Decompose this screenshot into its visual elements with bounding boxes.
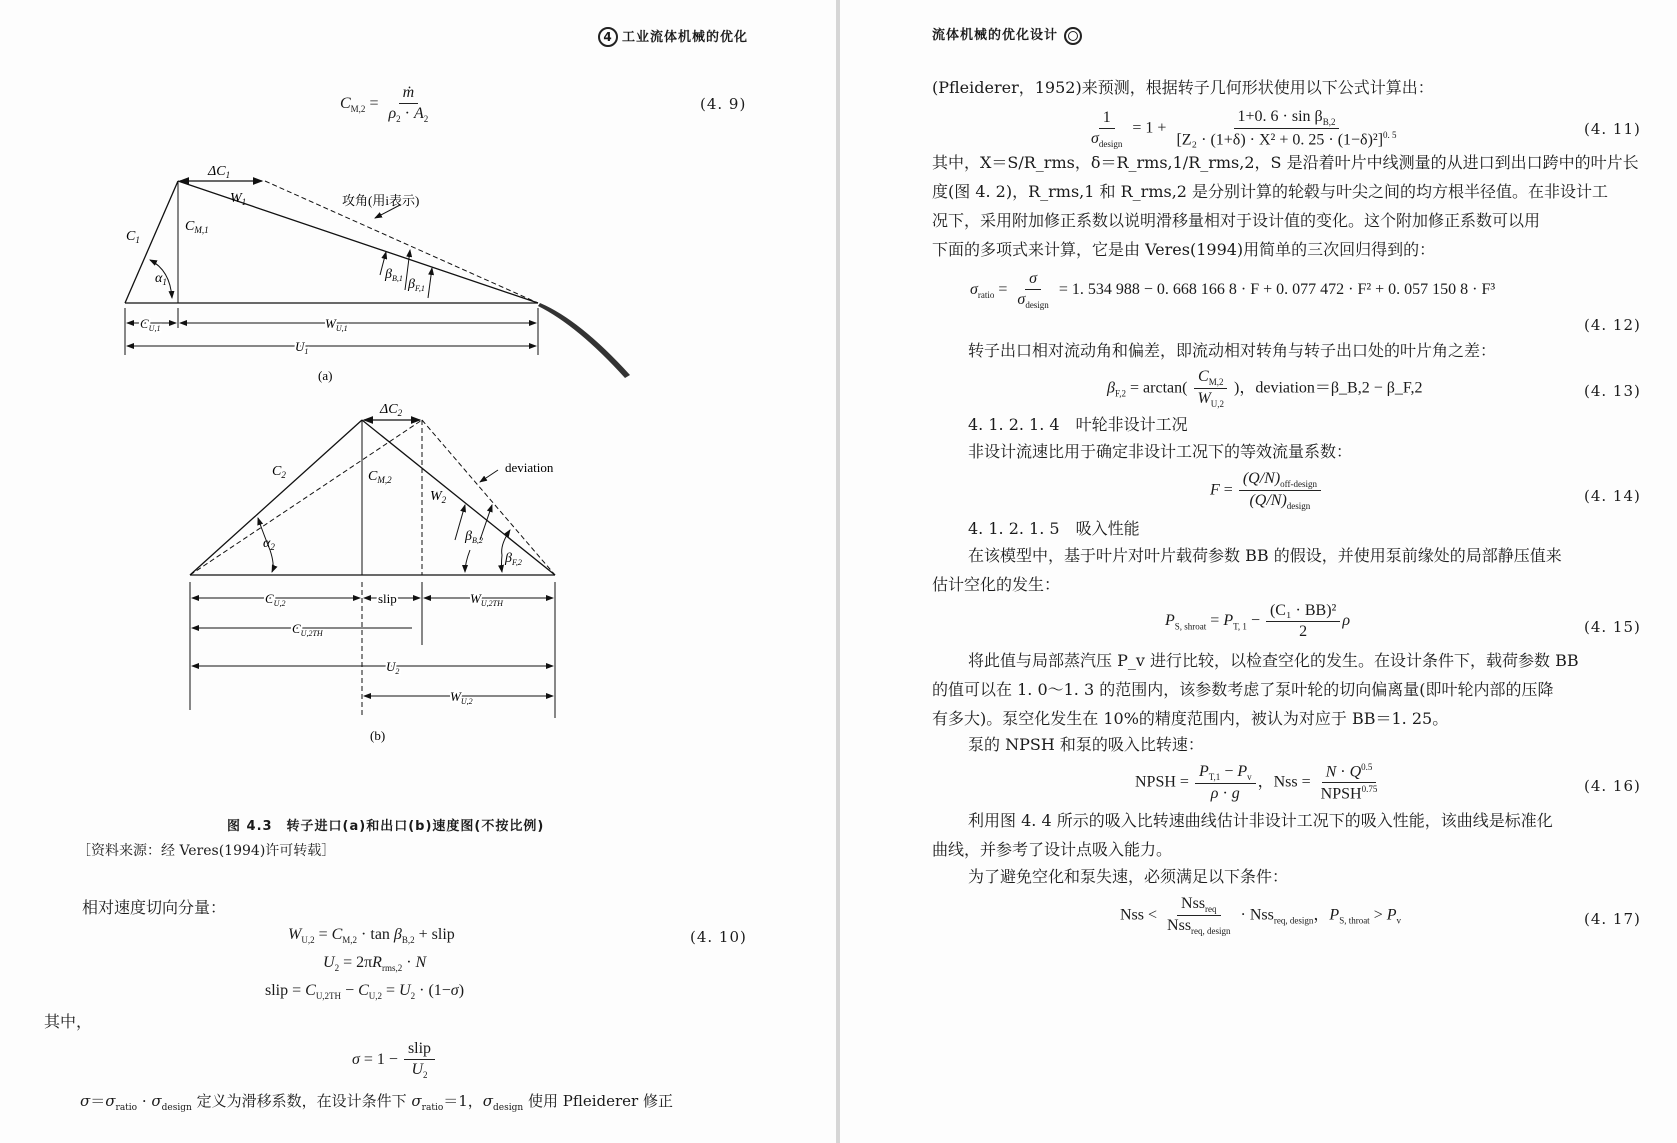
paragraph: 为了避免空化和泵失速，必须满足以下条件： (968, 867, 1289, 886)
svg-text:ΔC1: $\Delta C_1$ (208, 164, 231, 180)
running-header-right (932, 24, 1082, 45)
equation-number: (4. 12) (1584, 316, 1641, 334)
header-title: 流体机械的优化设计 (932, 28, 1059, 43)
section-heading-4-1-2-1-5: 4. 1. 2. 1. 5 吸入性能 (968, 519, 1140, 538)
paragraph: 在该模型中，基于叶片对叶片载荷参数 BB 的假设，并使用泵前缘处的局部静压值来 估计空化的发生： (932, 546, 1562, 594)
velocity-diagram-inlet (110, 150, 680, 390)
equation-number: (4. 15) (1584, 618, 1641, 636)
svg-text:βF,1: $\beta_{F,1}$ (408, 277, 425, 293)
svg-text:CU,1: $C_{U,1}$ (140, 316, 161, 333)
svg-text:攻角(用i表示): 攻角(用i表示) (342, 193, 420, 208)
equation-number: (4. 9) (700, 95, 747, 113)
svg-text:α1: $\alpha_1$ (155, 271, 167, 287)
svg-text:W2: $W_2$ (430, 489, 447, 505)
svg-text:ΔC2: $\Delta C_2$ (380, 402, 403, 418)
paragraph: 利用图 4. 4 所示的吸入比转速曲线估计非设计工况下的吸入性能，该曲线是标准化 曲线，并参考了设计点吸入能力。 (932, 811, 1553, 859)
svg-text:C1: $C_1$ (126, 229, 140, 245)
chapter-number-badge: 4 (598, 27, 618, 47)
left-page (0, 0, 836, 1143)
equation-4-15: $P_{S, shroat} = P_{T, 1}$ − $\frac{\text{(C₁ · BB)²}}{2}$ ρ (1165, 602, 1351, 640)
svg-text:WU,1: $W_{U,1}$ (325, 316, 348, 333)
equation-4-9: $C_{M,2}$ = $\frac{\text{ṁ}}{\rho_2 \cdot A_2}$ (340, 84, 429, 125)
svg-text:WU,2: $W_{U,2}$ (450, 689, 473, 706)
svg-text:U1: $U_1$ (295, 339, 309, 356)
svg-text:CM,2: $C_{M,2}$ (368, 469, 392, 485)
paragraph: 转子出口相对流动角和偏差，即流动相对转角与转子出口处的叶片角之差： (968, 341, 1497, 360)
equation-4-10-line2: $U_2 = 2\pi R_{rms,2} \cdot N$ (323, 954, 427, 974)
equation-4-17: Nss < $\frac{Nss_{req}}{Nss_{req, design}}$ · Nss$_{req, design}$，$P_{S, throat} > P_v$ (1120, 895, 1401, 937)
svg-text:CU,2: $C_{U,2}$ (265, 591, 286, 608)
paragraph: 其中， (44, 1012, 93, 1031)
equation-number: (4. 10) (690, 928, 747, 946)
paragraph: 非设计流速比用于确定非设计工况下的等效流量系数： (968, 442, 1353, 461)
running-header-left (598, 26, 748, 47)
equation-4-16: NPSH = $\frac{P_{T,1} - P_v}{\rho \cdot g}$ ，Nss = $\frac{N \cdot Q^{0.5}}{NPSH^{0.75}}$ (1135, 762, 1378, 803)
equation-sigma: σ = 1 − $\frac{\text{slip}}{U_2}$ (352, 1040, 437, 1080)
svg-text:(b): (b) (370, 728, 386, 743)
svg-text:βF,2: $\beta_{F,2}$ (505, 551, 522, 567)
svg-text:deviation: deviation (505, 460, 554, 475)
paragraph-sigma: $\sigma=\sigma_{ratio} \cdot \sigma_{design}$ 定义为滑移系数，在设计条件下 $\sigma_{ratio}=1$，$\sigma_{design}$ 使用 Pfleiderer 修正 (80, 1092, 673, 1113)
equation-4-11: $\frac{1}{\sigma_{design}}$ = 1 + $\frac{1+0. 6 \cdot \sin \beta_{B,2}}{[Z_2 \cdot (1+\delta) \cdot X^2 + 0. 25 \cdot (1-\delta)^2]^{0. 5}}$ (1091, 108, 1397, 149)
svg-text:(a): (a) (318, 368, 333, 383)
equation-4-13: $\beta_{F,2} = \arctan$( $\frac{C_{M,2}}{W_{U,2}}$ )，deviation＝β_B,2 − β_F,2 (1107, 368, 1423, 410)
svg-text:βB,2: $\beta_{B,2}$ (465, 529, 483, 545)
paragraph: 相对速度切向分量： (82, 898, 227, 917)
equation-number: (4. 11) (1584, 120, 1641, 138)
svg-text:βB,1: $\beta_{B,1}$ (385, 267, 403, 283)
header-title: 工业流体机械的优化 (622, 30, 749, 45)
circle-ornament-icon (1064, 27, 1082, 45)
equation-4-10-line3: slip = $C_{U,2TH} - C_{U,2} = U_2 \cdot (1-\sigma)$ (265, 982, 465, 1002)
equation-number: (4. 17) (1584, 910, 1641, 928)
svg-text:C2: $C_2$ (272, 464, 286, 480)
equation-number: (4. 14) (1584, 487, 1641, 505)
velocity-diagram-outlet (180, 400, 640, 760)
paragraph: 泵的 NPSH 和泵的吸入比转速： (968, 735, 1204, 754)
equation-number: (4. 13) (1584, 382, 1641, 400)
figure-source: ［资料来源：经 Veres(1994)许可转载］ (77, 843, 336, 859)
equation-4-12: $\sigma_{ratio}$ = $\frac{\sigma}{\sigma_{design}}$ = 1. 534 988 − 0. 668 166 8 · F + 0. 077 472 · F² + 0. 057 150 8 · F³ (970, 270, 1496, 311)
svg-text:CM,1: $C_{M,1}$ (185, 219, 209, 235)
svg-text:slip: slip (378, 591, 397, 606)
equation-4-10-line1: $W_{U,2} = C_{M,2} \cdot \tan \beta_{B,2}$ + slip (288, 926, 455, 946)
svg-text:U2: $U_2$ (386, 659, 400, 676)
equation-4-14: F = $\frac{(Q/N)_{off-design}}{(Q/N)_{design}}$ (1210, 470, 1323, 511)
section-heading-4-1-2-1-4: 4. 1. 2. 1. 4 叶轮非设计工况 (968, 415, 1188, 434)
paragraph: (Pfleiderer，1952)来预测，根据转子几何形状使用以下公式计算出： (932, 78, 1434, 97)
right-page (840, 0, 1677, 1143)
paragraph: 其中，X＝S/R_rms，δ＝R_rms,1/R_rms,2，S 是沿着叶片中线测量的从进口到出口跨中的叶片长 度(图 4. 2)，R_rms,1 和 R_rms,2 是分别计算的轮毂与叶尖之间的均方根半径值。在非设计工 况下，采用附加修正系数以说明滑移量相对于设计值的变化。这个附加修正系数可以用 下面的多项式来计算，它是由 Veres(1994)用简单的三次回归得到的： (932, 153, 1639, 259)
svg-text:CU,2TH: $C_{U,2TH}$ (292, 621, 323, 638)
paragraph: 将此值与局部蒸汽压 P_v 进行比较，以检查空化的发生。在设计条件下，载荷参数 BB 的值可以在 1. 0～1. 3 的范围内，该参数考虑了泵叶轮的切向偏离量(即叶轮内部的压降 有多大)。泵空化发生在 10%的精度范围内，被认为对应于 BB＝1. 25。 (932, 651, 1579, 728)
svg-text:α2: $\alpha_2$ (263, 536, 275, 552)
equation-number: (4. 16) (1584, 777, 1641, 795)
svg-text:W1: $W_1$ (230, 191, 247, 207)
figure-caption: 图 4.3 转子进口(a)和出口(b)速度图(不按比例) (227, 819, 545, 834)
svg-text:WU,2TH: $W_{U,2TH}$ (470, 591, 503, 608)
